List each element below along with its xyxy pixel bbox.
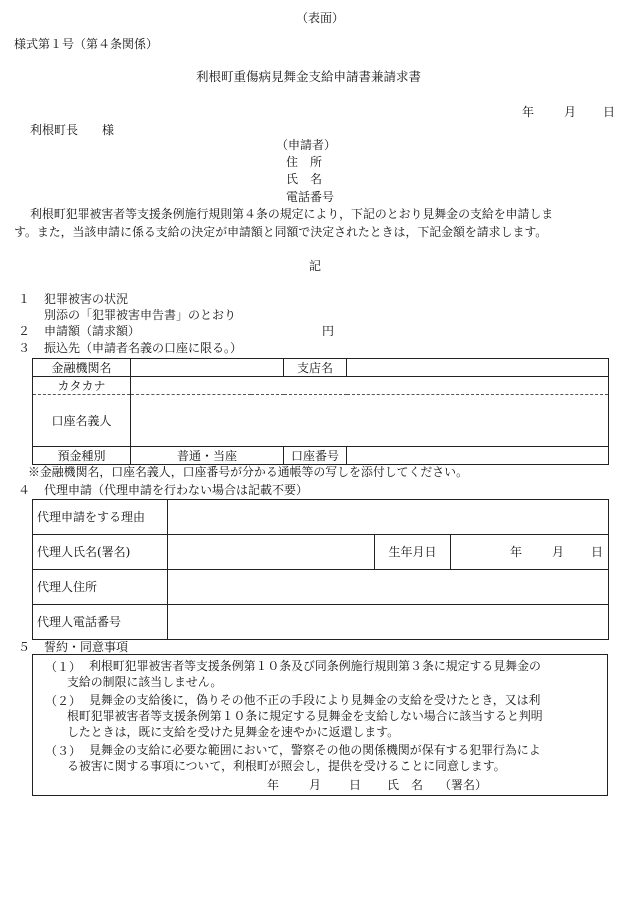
pledge-2-line-3: したときは，既に支給を受けた見舞金を速やかに返還します。	[67, 725, 399, 739]
birth-day-label: 日	[591, 545, 604, 559]
intro-line-2: す。また，当該申請に係る支給の決定が申請額と同額で決定されたときは，下記金額を請求します。	[14, 225, 548, 239]
account-number-field[interactable]	[347, 447, 609, 465]
birth-month-label: 月	[552, 545, 565, 559]
bank-name-field[interactable]	[131, 359, 284, 377]
item4-number: ４	[18, 483, 31, 497]
applicant-heading: （申請者）	[276, 138, 337, 152]
applicant-name-label: 氏 名	[286, 172, 323, 186]
bank-attachment-note: ※金融機関名，口座名義人，口座番号が分かる通帳等の写しを添付してください。	[28, 465, 468, 479]
katakana-label: カタカナ	[33, 377, 131, 395]
pledge-3-line-1: 見舞金の支給に必要な範囲において，警察その他の関係機関が保有する犯罪行為によ	[89, 743, 541, 757]
item2-unit: 円	[322, 324, 335, 338]
applicant-address-label: 住 所	[286, 155, 323, 169]
agent-phone-label: 代理人電話番号	[33, 605, 168, 640]
addressee: 利根町長 様	[30, 123, 115, 137]
branch-name-field[interactable]	[347, 359, 609, 377]
pledge-consent-box	[32, 654, 608, 796]
pledge-1-number: （１）	[45, 660, 82, 674]
applicant-phone-label: 電話番号	[286, 190, 335, 204]
item3-number: ３	[18, 341, 31, 355]
birth-date-field[interactable]	[451, 535, 609, 570]
bank-name-label: 金融機関名	[33, 359, 131, 377]
account-holder-field[interactable]	[131, 395, 609, 447]
ki-heading: 記	[309, 259, 322, 273]
date-day-label: 日	[603, 105, 616, 119]
sign-month-label: 月	[309, 778, 322, 792]
item2-number: ２	[18, 324, 31, 338]
item1-number: １	[18, 292, 31, 306]
pledge-1-line-1: 利根町犯罪被害者等支援条例第１０条及び同条例施行規則第３条に規定する見舞金の	[89, 659, 541, 673]
item5-number: ５	[18, 640, 31, 654]
proxy-reason-field[interactable]	[168, 500, 609, 535]
katakana-field[interactable]	[131, 377, 609, 395]
date-year-label: 年	[522, 105, 535, 119]
agent-address-label: 代理人住所	[33, 570, 168, 605]
birth-date-label: 生年月日	[375, 535, 451, 570]
pledge-3-line-2: る被害に関する事項について，利根町が照会し，提供を受けることに同意します。	[67, 759, 506, 773]
account-number-label: 口座番号	[284, 447, 347, 465]
item5-label: 誓約・同意事項	[44, 640, 129, 654]
item4-label: 代理申請（代理申請を行わない場合は記載不要）	[44, 483, 309, 497]
pledge-1-line-2: 支給の制限に該当しません。	[67, 675, 223, 689]
item3-label: 振込先（申請者名義の口座に限る。）	[44, 341, 243, 355]
item1-label: 犯罪被害の状況	[44, 292, 129, 306]
proxy-application-table	[32, 499, 609, 640]
birth-year-label: 年	[510, 545, 523, 559]
sign-day-label: 日	[349, 778, 362, 792]
branch-name-label: 支店名	[284, 359, 347, 377]
form-number: 様式第１号（第４条関係）	[14, 37, 159, 51]
pledge-2-number: （２）	[45, 694, 82, 708]
agent-address-field[interactable]	[168, 570, 609, 605]
pledge-2-line-2: 根町犯罪被害者等支援条例第１０条に規定する見舞金を支給しない場合に該当すると判明	[67, 709, 543, 723]
agent-name-field[interactable]	[168, 535, 375, 570]
bank-account-table	[32, 358, 609, 465]
date-month-label: 月	[564, 105, 577, 119]
item2-label: 申請額（請求額）	[44, 324, 141, 338]
agent-phone-field[interactable]	[168, 605, 609, 640]
item1-detail: 別添の「犯罪被害申告書」のとおり	[44, 308, 237, 322]
sign-year-label: 年	[267, 778, 280, 792]
deposit-type-label: 預金種別	[33, 447, 131, 465]
document-title: 利根町重傷病見舞金支給申請書兼請求書	[196, 69, 422, 84]
page-side-label: （表面）	[296, 11, 345, 25]
sign-signature-label: （署名）	[439, 778, 488, 792]
intro-line-1: 利根町犯罪被害者等支援条例施行規則第４条の規定により，下記のとおり見舞金の支給を申請しま	[30, 207, 554, 221]
deposit-type-options[interactable]: 普通・当座	[131, 447, 284, 465]
account-holder-label: 口座名義人	[33, 395, 131, 447]
pledge-2-line-1: 見舞金の支給後に，偽りその他不正の手段により見舞金の支給を受けたとき，又は利	[89, 693, 541, 707]
proxy-reason-label: 代理申請をする理由	[33, 500, 168, 535]
sign-name-label: 氏 名	[387, 778, 424, 792]
pledge-3-number: （３）	[45, 744, 82, 758]
agent-name-label: 代理人氏名(署名)	[33, 535, 168, 570]
